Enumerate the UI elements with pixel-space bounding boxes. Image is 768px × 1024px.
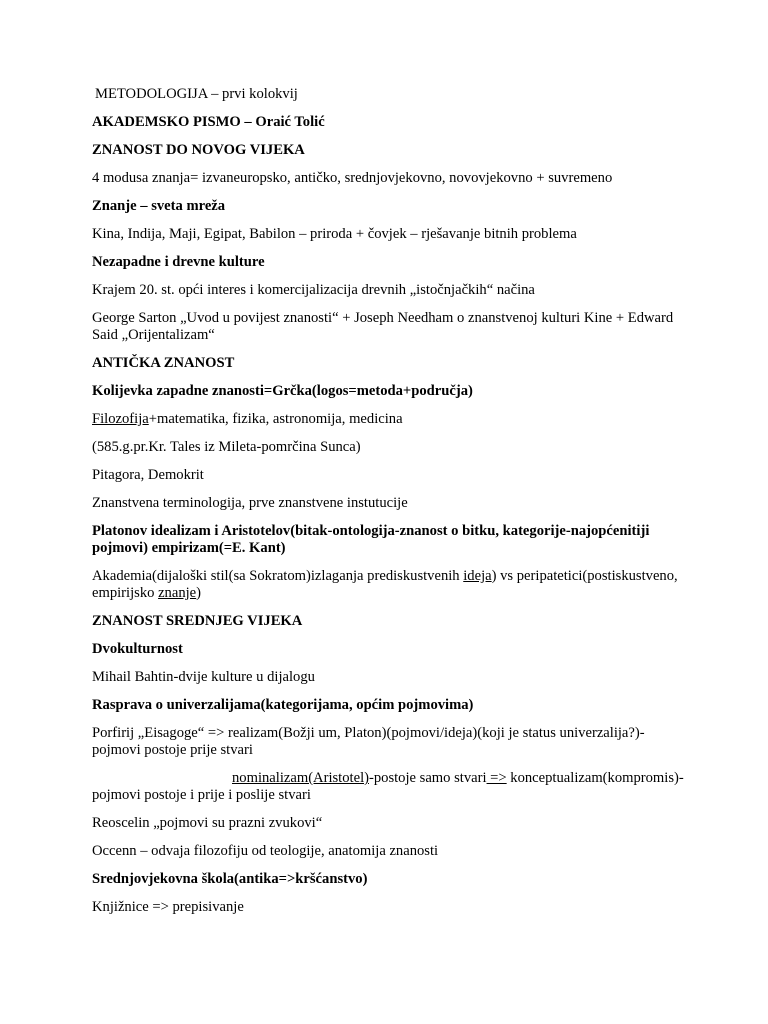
paragraph-occenn: Occenn – odvaja filozofiju od teologije, anatomija znanosti [92, 843, 439, 859]
heading-znanost-srednjeg-vijeka: ZNANOST SREDNJEG VIJEKA [92, 613, 303, 629]
paragraph-pitagora: Pitagora, Demokrit [92, 467, 204, 483]
paragraph-akademia [92, 568, 692, 602]
text-filozofija-rest: +matematika, fizika, astronomija, medicina [148, 411, 403, 427]
subheading-znanje: Znanje – sveta mreža [92, 198, 226, 214]
document-title: METODOLOGIJA – prvi kolokvij [95, 86, 298, 102]
paragraph-reoscelin: Reoscelin „pojmovi su prazni zvukovi“ [92, 815, 323, 831]
subheading-srednjovjekovna-skola: Srednjovjekovna škola(antika=>kršćanstvo) [92, 871, 368, 887]
text-ideja: ideja [463, 568, 492, 584]
heading-znanost-do-novog-vijeka: ZNANOST DO NOVOG VIJEKA [92, 142, 305, 158]
text-konceptualizam: konceptualizam(kompromis)-pojmovi postoje i prije i poslije stvari [92, 770, 684, 803]
subheading-dvokulturnost: Dvokulturnost [92, 641, 183, 657]
text-akademia-1: Akademia(dijaloški stil(sa Sokratom)izlaganja prediskustvenih [92, 568, 464, 584]
paragraph-krajem-20-st: Krajem 20. st. opći interes i komercijalizacija drevnih „istočnjačkih“ načina [92, 282, 535, 298]
paragraph-terminologija: Znanstvena terminologija, prve znanstvene instutucije [92, 495, 408, 511]
text-znanje: znanje [158, 585, 197, 601]
subheading-nezapadne-kulture: Nezapadne i drevne kulture [92, 254, 265, 270]
subheading-platon-aristotel: Platonov idealizam i Aristotelov(bitak-ontologija-znanost o bitku, kategorije-najopćenitiji pojmovi) empirizam(=E. Kant) [92, 523, 650, 556]
paragraph-nominalizam [92, 770, 692, 804]
paragraph-porfirij: Porfirij „Eisagoge“ => realizam(Božji um, Platon)(pojmovi/ideja)(koji je status univerzalija?)-pojmovi postoje prije stvari [92, 725, 645, 758]
paragraph-tales: (585.g.pr.Kr. Tales iz Mileta-pomrčina Sunca) [92, 439, 361, 455]
document-page [92, 86, 692, 927]
paragraph-filozofija [92, 411, 692, 428]
link-filozofija: Filozofija [92, 411, 149, 427]
paragraph-modusi-znanja: 4 modusa znanja= izvaneuropsko, antičko, srednjovjekovno, novovjekovno + suvremeno [92, 170, 613, 186]
paragraph-knjiznice: Knjižnice => prepisivanje [92, 899, 244, 915]
subheading-univerzalije: Rasprava o univerzalijama(kategorijama, općim pojmovima) [92, 697, 474, 713]
text-arrow: => [486, 770, 507, 786]
text-postoje-stvari: -postoje samo stvari [368, 770, 487, 786]
paragraph-sarton-needham-said: George Sarton „Uvod u povijest znanosti“ + Joseph Needham o znanstvenoj kulturi Kine + Edward Said „Orijentalizam“ [92, 310, 674, 343]
paragraph-kina-indija: Kina, Indija, Maji, Egipat, Babilon – priroda + čovjek – rješavanje bitnih problema [92, 226, 577, 242]
text-akademia-2: ) vs peripatetici(postiskustveno, empirijsko [92, 568, 678, 601]
paragraph-bahtin: Mihail Bahtin-dvije kulture u dijalogu [92, 669, 315, 685]
text-nominalizam: nominalizam(Aristotel) [232, 770, 369, 786]
heading-anticka-znanost: ANTIČKA ZNANOST [92, 355, 235, 371]
subheading-kolijevka: Kolijevka zapadne znanosti=Grčka(logos=metoda+područja) [92, 383, 473, 399]
heading-akademsko-pismo: AKADEMSKO PISMO – Oraić Tolić [92, 114, 325, 130]
text-akademia-3: ) [196, 585, 202, 601]
